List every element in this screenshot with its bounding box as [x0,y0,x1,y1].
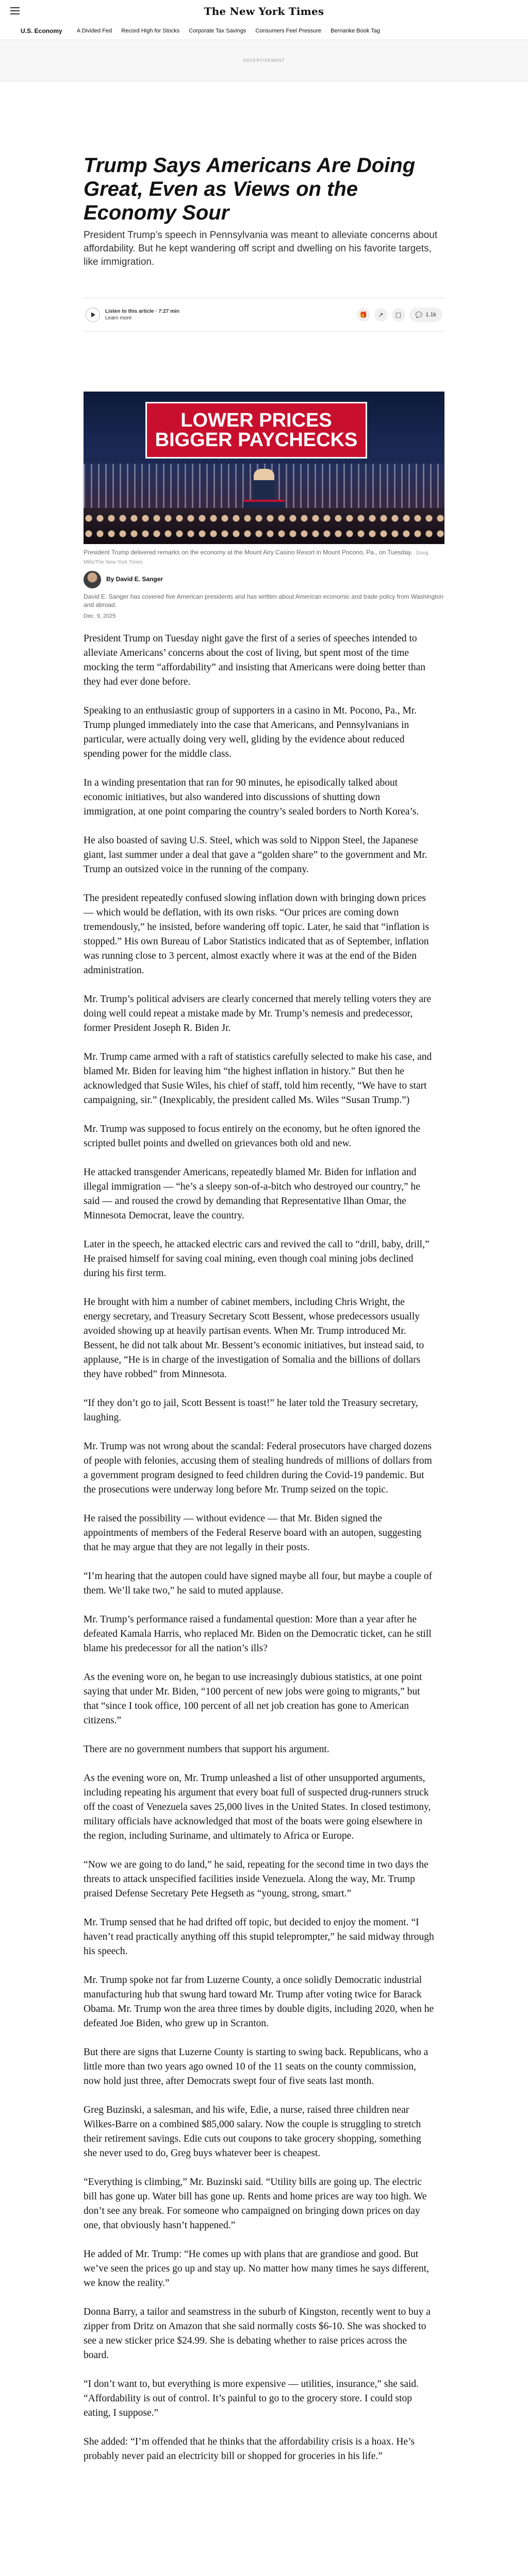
article-paragraph: Mr. Trump was supposed to focus entirely on the economy, but he often ignored the scripted bullet points and dwelled on grievances both old and new. [84,1124,420,1149]
byline-text[interactable]: By David E. Sanger [106,575,163,583]
article-paragraph: “I’m hearing that the autopen could have signed maybe all four, but maybe a couple of them. We’ll take two,” he said to muted applause. [84,1571,433,1596]
article-paragraph: There are no government numbers that support his argument. [84,1744,329,1755]
article-paragraph: “Now we are going to do land,” he said, repeating for the second time in two days the threats to attack unspecified facilities inside Venezuela. Along the way, Mr. Trump praised Defense Secretary Pete Hegseth as “young, strong, smart.” [84,1859,428,1899]
article-paragraph: Speaking to an enthusiastic group of supporters in a casino in Mt. Pocono, Pa., Mr. Trump plunged immediately into the case that Americans, and Pennsylvanians in particular, were actually doing very well, gliding by the evidence about reduced spending power for the middle class. [84,705,417,759]
author-bio: David E. Sanger has covered five American presidents and has written about American economic and trade policy from Washington and abroad. [84,593,443,608]
article-paragraph: Mr. Trump’s performance raised a fundamental question: More than a year after he defeated Kamala Harris, who replaced Mr. Biden on the Democratic ticket, can he still blame his predecessor for all the nation’s ills? [84,1614,432,1654]
article-paragraph: But there are signs that Luzerne County is starting to swing back. Republicans, who a little more than two years ago owned 10 of the 11 seats on the county commission, now hold just three, after Democrats swept four of five seats last month. [84,2047,428,2087]
nav-link[interactable]: Consumers Feel Pressure [255,28,322,34]
nav-link[interactable]: A Divided Fed [76,28,112,34]
share-bar [84,298,444,332]
play-icon[interactable] [86,308,100,322]
nav-link[interactable]: Bernanke Book Tag [331,28,380,34]
photo-caption-text: President Trump delivered remarks on the economy at the Mount Airy Casino Resort in Mount Pocono, Pa., on Tuesday. [84,549,412,556]
article-paragraph: Mr. Trump came armed with a raft of statistics carefully selected to make his case, and blamed Mr. Biden for leaving him “the highest inflation in history.” But then he acknowledged that Susie Wiles, his chief of staff, told him recently, “We have to start campaigning, sir.” (Inexplicably, the president called Ms. Wiles “Susan Trump.”) [84,1052,432,1106]
listen-to-article[interactable] [86,308,179,322]
bookmark-icon[interactable]: □ [392,308,405,321]
listen-duration: Listen to this article · 7:27 min [105,309,179,314]
byline [84,571,444,588]
section-name[interactable]: U.S. Economy [21,27,62,35]
lead-photo [84,392,444,544]
article-paragraph: President Trump on Tuesday night gave the first of a series of speeches intended to alleviate Americans’ concerns about the cost of living, but spent most of the time mocking the term “affordability” and insisting that Americans were doing better than they had ever done before. [84,633,425,687]
comments-button[interactable] [409,308,443,322]
nav-link[interactable]: Corporate Tax Savings [189,28,246,34]
menu-icon[interactable] [10,7,20,14]
article-summary: President Trump’s speech in Pennsylvania was meant to alleviate concerns about affordability. But he kept wandering off script and dwelling on his favorite targets, like immigration. [84,230,438,267]
article-paragraph: As the evening wore on, he began to use increasingly dubious statistics, at one point saying that under Mr. Biden, “100 percent of new jobs were going to migrants,” but that “since I took office, 100 percent of all net job creation has gone to American citizens.” [84,1672,422,1726]
article-paragraph: Mr. Trump spoke not far from Luzerne County, a once solidly Democratic industrial manufacturing hub that swung hard toward Mr. Trump after voting twice for Barack Obama. Mr. Trump won the area three times by double digits, including 2020, when he defeated Joe Biden, who grew up in Scranton. [84,1975,434,2029]
article-paragraph: Mr. Trump’s political advisers are clearly concerned that merely telling voters they are doing well could repeat a mistake made by Mr. Trump’s nemesis and predecessor, former President Joseph R. Biden Jr. [84,994,432,1033]
article-paragraph: He added of Mr. Trump: “He comes up with plans that are grandiose and good. But we’ve seen the prices go up and stay up. No matter how many times he says different, we know the reality.” [84,2249,430,2289]
top-advertisement: ADVERTISEMENT [0,40,528,81]
article-paragraph: As the evening wore on, Mr. Trump unleashed a list of other unsupported arguments, including repeating his argument that every boat full of suspected drug-runners struck off the coast of Venezuela saves 25,000 lives in the United States. In closed testimony, military officials have acknowledged that most of the boats were going elsewhere in the region, including Suriname, and ultimately to Africa or Europe. [84,1773,431,1841]
author-avatar[interactable] [84,571,101,588]
comments-count: 1.1k [425,312,436,318]
nav-link[interactable]: Record High for Stocks [121,28,180,34]
article-paragraph: In a winding presentation that ran for 90 minutes, he episodically talked about economic initiatives, but also wandered into discussions of shutting down immigration, at one point comparing the country’s sealed borders to North Korea’s. [84,777,419,817]
article-paragraph: Mr. Trump was not wrong about the scandal: Federal prosecutors have charged dozens of people with felonies, accusing them of stealing hundreds of millions of dollars from a government program designed to feed children during the Covid-19 pandemic. But the prosecutions were underway long before Mr. Trump seized on the topic. [84,1441,432,1495]
photo-credit: Doug Mills/The New York Times [84,550,428,565]
article-paragraph: Later in the speech, he attacked electric cars and revived the call to “drill, baby, drill,” He praised himself for saving coal mining, even though coal mining jobs declined during his first term. [84,1239,430,1279]
masthead-topbar [0,0,528,23]
comment-icon: 💬 [415,312,423,318]
article-paragraph: He attacked transgender Americans, repeatedly blamed Mr. Biden for inflation and illegal immigration — “he’s a sleepy son-of-a-bitch who destroyed our country,” he said — and roused the crowd by demanding that Representative Ilhan Omar, the Minnesota Democrat, leave the country. [84,1167,420,1221]
listen-learn-more[interactable]: Learn more [105,315,132,321]
nyt-logo[interactable]: The New York Times [204,5,324,18]
article-body [84,632,434,2478]
section-nav [0,23,528,39]
masthead [0,0,528,40]
article-paragraph: “I don’t want to, but everything is more expensive — utilities, insurance,” she said. “Affordability is out of control. It’s painful to go to the grocery store. I could stop eating, I suppose.” [84,2379,419,2418]
article-paragraph: She added: “I’m offended that he thinks that the affordability crisis is a hoax. He’s probably never paid an electricity bill or shopped for groceries in his life.” [84,2436,415,2462]
article-paragraph: “Everything is climbing,” Mr. Buzinski said. “Utility bills are going up. The electric bill has gone up. Water bill has gone up. Rents and home prices are way too high. We don’t see any break. For someone who campaigned on bringing down prices on day one, that obviously hasn’t happened.” [84,2177,427,2231]
photo-caption [84,548,444,567]
share-tools [357,308,443,322]
article-paragraph: The president repeatedly confused slowing inflation down with bringing down prices — which would be deflation, with its own risks. “Our prices are coming down tremendously,” he insisted, before wandering off topic. Later, he said that “inflation is stopped.” His own Bureau of Labor Statistics indicated that as of September, inflation was running close to 3 percent, almost exactly where it was at the end of the Biden administration. [84,893,430,976]
photo-sign [145,402,367,459]
photo-sign-line1: LOWER PRICES [180,410,332,431]
article-paragraph: He brought with him a number of cabinet members, including Chris Wright, the energy secretary, and Treasury Secretary Scott Bessent, whose predecessors usually avoided showing up at heavily partisan events. When Mr. Trump introduced Mr. Bessent, he did not talk about Mr. Bessent’s economic initiatives, but instead said, to applause, “He is in charge of the investigation of Somalia and the billions of dollars they have robbed” from Minnesota. [84,1297,424,1380]
article-paragraph: He also boasted of saving U.S. Steel, which was sold to Nippon Steel, the Japanese giant, last summer under a deal that gave a “golden share” to the government and Mr. Trump an outsized voice in the running of the company. [84,835,427,875]
article-paragraph: Greg Buzinski, a salesman, and his wife, Edie, a nurse, raised three children near Wilkes-Barre on a combined $85,000 salary. Now the couple is struggling to stretch their retirement savings. Edie cuts out coupons to take grocery shopping, something she never used to do, Greg buys whatever beer is cheapest. [84,2105,421,2159]
article-paragraph: “If they don’t go to jail, Scott Bessent is toast!” he later told the Treasury secretary, laughing. [84,1398,418,1423]
article-paragraph: Mr. Trump sensed that he had drifted off topic, but decided to enjoy the moment. “I haven’t read practically anything off this stupid teleprompter,” he said midway through his speech. [84,1917,434,1957]
article-paragraph: Donna Barry, a tailor and seamstress in the suburb of Kingston, recently went to buy a zipper from Dritz on Amazon that she said normally costs $6-10. She was shocked to see a new sticker price $24.99. She is debating whether to raise prices across the board. [84,2307,431,2361]
article-date: Dec. 9, 2025 [84,613,116,619]
article-headline: Trump Says Americans Are Doing Great, Even as Views on the Economy Sour [84,154,416,224]
photo-crowd [84,508,444,544]
photo-sign-line2: BIGGER PAYCHECKS [155,429,358,451]
share-icon[interactable]: ↗ [374,308,388,321]
article-paragraph: He raised the possibility — without evidence — that Mr. Biden signed the appointments of members of the Federal Reserve board with an autopen, suggesting that he may argue that they are not legally in their posts. [84,1513,422,1553]
gift-icon[interactable]: 🎁 [357,308,370,321]
